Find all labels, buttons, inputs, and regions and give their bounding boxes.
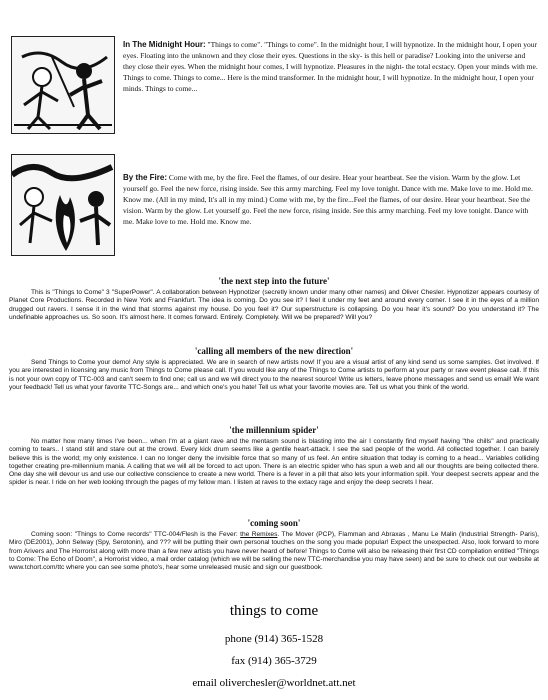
section-body: This is "Things to Come" 3 "SuperPower". A collaboration between Hypnotizer (secretly known under many other names) and Oliver Chesler. Hypnotizer appears courtesy of Planet Core Productions. Recorded in New York and Frankfurt. The idea is coming. Do you see it? I feel it under my feet and around every corner. I see it in the eyes of a million drugged out ravers. I sense it in the wind that storms against my house. Do you feel it? Our superstructure is collapsing. Do you hear it's sound? Do you understand it? The undefinable approaches us. So soon. It's almost here. It comes forward. Entirely. Completely. Will we be prepared? Will you? [9,289,539,321]
lyric-title: By the Fire: [123,173,168,182]
footer-title: things to come [229,603,319,619]
section-heading: 'the next step into the future' [218,276,330,286]
remixes-link[interactable]: the Remixes [240,531,278,538]
section-body: No matter how many times I've been... when I'm at a giant rave and the mentasm sound is blasting into the air I constantly find myself having "the chills" and practically coming to tears.. I stand still and stare out at the crowd. Every kick drum seems like a gentile heart-attack. I see the sad people of the world. All collected together. I can barely believe this is the world; my only existence. I can no longer deny the invisible force that so many of us feel. An entire situation that today is coming to a head... Variables colliding together creating pre-millennium mania. A calling that we will all be forced to act upon. There is an electric spider who has spun a web and all our thoughts are being collected there. One day she will devour us and use our collective conscience to create a new world. There is a fever in a pill that also lets your information spill. Your deepest secrets appear and the spider is near. I ride on her web looking through the pages of my fellow man. I listen at raves to the extacy rage and enjoy the deep secrets I hear. [9,438,539,487]
figures-drawing-icon [12,37,114,133]
lyric-text: "Things to come". "Things to come". In the midnight hour, I will hypnotize. In the midnight hour, I open your eyes. Floating into the unknown and they close their eyes. Questions in the sky- is this hell or paradise? Looking into the universe and they close their eyes. When the midnight hour comes, I will hypnotize. Pleasures in the night- the total ecstacy. Open your minds with me. Things to come. Things to come... Here is the mind transformer. In the midnight hour, I will hypnotize. In the midnight hour, I open your minds. Things to come... [123,40,538,93]
section-calling-members [9,346,539,392]
lyric-text: Come with me, by the fire. Feel the flames, of our desire. Hear your heartbeat. See the vision. Warm by the glow. Let yourself go. Feel the new force, rising inside. See this army marching. Feel my love tonight. Dance with me. Make love to me. Hold me. Know me. (All in my mind, It's all in my mind.) Come with me, by the fire...Feel the flames, of our desire. Hear your heartbeat. See the vision. Warm by the glow. Let yourself go. Feel the new force, rising inside. See this army marching. Feel my love tonight. Dance with me. Make love to me. Hold me. Know me. [123,173,533,226]
footer-fax: fax (914) 365-3729 [231,655,317,667]
section-body: Send Things to Come your demo! Any style is appreciated. We are in search of new artists now! If you are a visual artist of any kind send us some samples. Get involved. If you are interested in licensing any music from Things to Come please call. If you would like any of the Things to Come artists to perform at your party or rave event please call. If this is not your own copy of TTC-003 and can't seem to find one; call us and we will direct you to the nearest source! Write us letters, leave phone messages and send us email! We want your feedback! Tell us what your favorite TTC-Songs are... and which one's you hate! Tell us what your favorite movies are. Tell us what you think of the world. [9,359,539,391]
section-heading: 'coming soon' [247,518,301,528]
section-coming-soon [9,518,539,572]
midnight-hour-illustration [11,36,115,134]
lyric-block-by-the-fire [123,172,538,227]
lyric-title: In The Midnight Hour: [123,40,206,49]
body-text-start: Coming soon: "Things to Come records" TTC-004/Flesh is the Fever: [31,531,241,538]
section-millennium-spider [9,425,539,488]
lyric-block-midnight-hour [123,39,538,94]
section-heading: 'the millennium spider' [229,425,319,435]
section-next-step [9,276,539,322]
by-the-fire-illustration [11,154,115,256]
section-heading: 'calling all members of the new direction' [194,346,354,356]
body-text-end: . The Mover (PCP), Flamman and Abraxas , Manu Le Malin (Industrial Strength- Paris), Miro (DE2001), John Selway (Spy, Serotonin), and ??? will be putting their own personal touches on the song you made popular! Expect the unexpected. Also, look forward to more from Arivers and The Horrorist along with more than a few new artists you have never heard of before! Things to Come will also be releasing their first CD compilation entitled "Things to Come: The Echo of Doom", a Horrorist video, a mail order catalog (which we will be selling the new TTC-merchandise you may have seen) and be sure to check out our website at www.tchort.com/ttc where you can see some photo's, hear some unreleased music and sign our guestbook. [9,531,539,572]
fire-figures-drawing-icon [12,155,114,255]
section-body [9,531,539,572]
footer-email[interactable]: email oliverchesler@worldnet.att.net [192,677,356,689]
footer-phone: phone (914) 365-1528 [224,633,324,645]
